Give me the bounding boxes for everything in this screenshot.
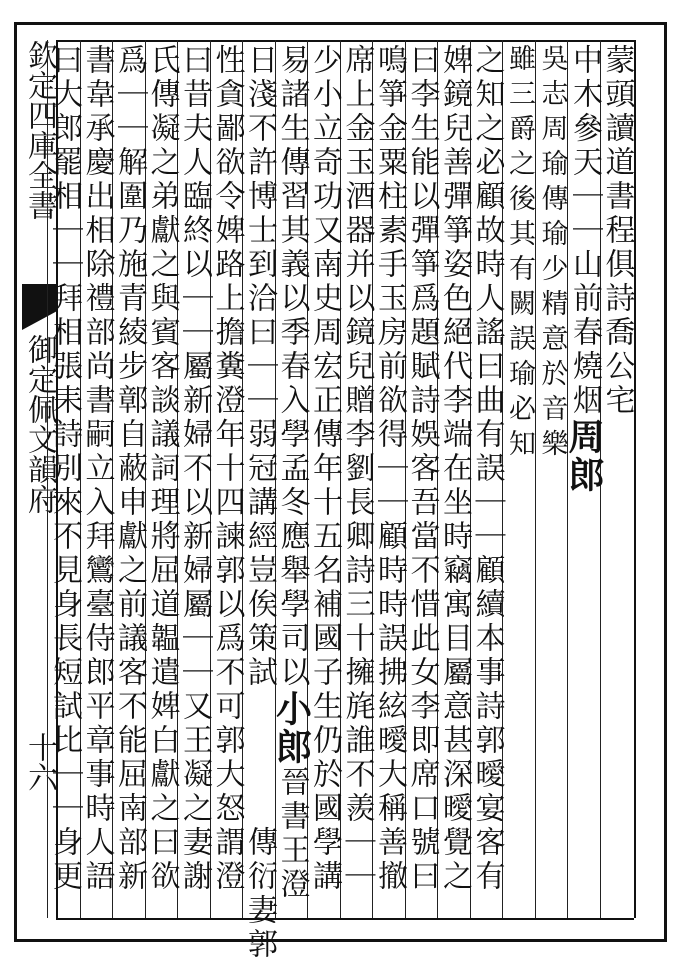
- column-text: 日淺不許博士到洽曰｜｜弱冠講經豈俟策試: [242, 44, 277, 690]
- column-text: 席上金玉酒器并以鏡兒贈李劉長卿詩三十擁旄誰不羨｜｜: [339, 44, 375, 894]
- text-column: [563, 44, 605, 914]
- text-column: [308, 44, 340, 914]
- column-text: 吳志周瑜傳瑜少精意於音樂: [536, 44, 568, 464]
- heading-term: 周郎: [563, 418, 605, 494]
- text-column: [270, 44, 313, 914]
- text-column: [601, 44, 633, 914]
- column-text: 少小立奇功又南史周宏正傳年十五名補國子生仍於國學講: [307, 44, 342, 894]
- text-column: [503, 44, 535, 914]
- column-text: 易諸生傳習其義以季春入學孟冬應舉學司以: [274, 44, 310, 690]
- column-text: 性貪鄙欲令婢路上擔糞澄年十四諫郭以爲不可郭大怒謂澄: [209, 44, 245, 894]
- text-column: [373, 44, 405, 914]
- column-text: [242, 690, 277, 826]
- column-text: 傳衍妻郭: [242, 826, 277, 962]
- margin-top-title: 欽定四庫全書: [22, 40, 57, 220]
- inner-border-top: [56, 40, 634, 42]
- inner-border-bottom: [56, 918, 634, 920]
- column-text: 氏傳凝之弟獻之與賓客談議詞理將屈道韞遣婢白獻之曰欲: [144, 44, 180, 894]
- column-text: 曰李生能以彈箏爲題賦詩娛客吾當不惜此女李即席口號曰: [404, 44, 440, 894]
- column-text: 之知之必顧故時人謠曰曲有誤｜｜顧續本事詩郭曖宴客有: [469, 44, 505, 894]
- column-text: 曰昔夫人臨終以｜｜屬新婦不以新婦屬｜｜又王凝之妻謝: [177, 44, 212, 894]
- text-column: [113, 44, 145, 914]
- heading-term: 小郎: [270, 690, 313, 766]
- text-column: [48, 44, 80, 914]
- text-column: [211, 44, 243, 914]
- text-column: [178, 44, 210, 914]
- text-column: [536, 44, 568, 914]
- margin-book-title: 御定佩文韻府: [22, 334, 57, 514]
- column-text: 書韋承慶出相除禮部尚書嗣立入拜鸞臺侍郎平章事時人語: [79, 44, 115, 894]
- text-column: [406, 44, 438, 914]
- text-column: [146, 44, 178, 914]
- text-column: [471, 44, 503, 914]
- column-text: 中木參天｜｜山前春燒烟: [567, 44, 602, 418]
- text-column: [81, 44, 113, 914]
- text-column: [341, 44, 373, 914]
- column-text: 爲｜｜解圍乃施青綾步鄣自蔽申獻之前議客不能屈南部新: [112, 44, 147, 894]
- column-text: 雖三爵之後其有闕誤瑜必知: [504, 44, 535, 464]
- column-text: 晉書王澄: [274, 766, 310, 902]
- column-text: 婢鏡兒善彈箏姿色絕代李端在坐時竊寓目屬意甚深曖覺之: [437, 44, 472, 894]
- column-text: 鳴箏金粟柱素手玉房前欲得｜｜顧時時誤拂絃曖大稱善撤: [372, 44, 407, 894]
- text-column: [242, 44, 277, 962]
- column-text: 曰大郎罷相｜｜拜相張耒詩別來不見身長短試比｜｜身更: [47, 44, 82, 894]
- margin-page-number: 十六: [22, 732, 57, 792]
- column-text: 蒙頭讀道書程俱詩喬公宅: [599, 44, 635, 418]
- text-column: [438, 44, 470, 914]
